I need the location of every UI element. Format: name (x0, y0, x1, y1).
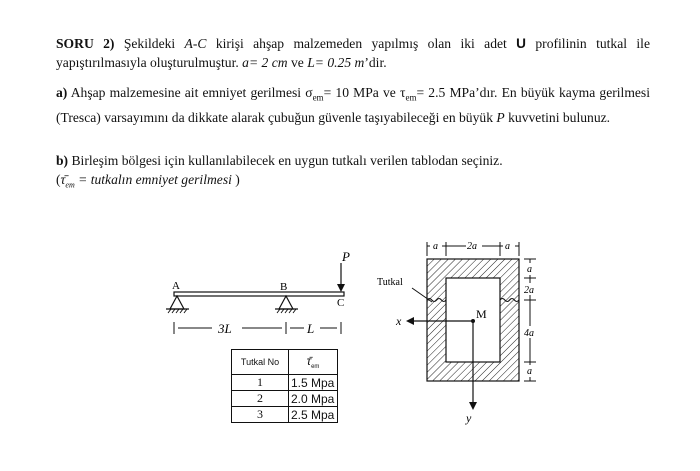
dim-top-a-right: a (505, 241, 510, 252)
dim-right-a-bottom: a (527, 366, 532, 377)
part-b-label: b) (56, 153, 69, 168)
x-axis-arrow (406, 317, 414, 325)
part-a-label: a) (56, 85, 68, 100)
point-B-label: B (280, 281, 288, 293)
given-L: L= 0.25 m (307, 55, 365, 70)
dim-right-4a: 4a (524, 328, 534, 339)
glue-note: = tutkalın emniyet gerilmesi (74, 172, 232, 187)
table-row: 3 2.5 Mpa (232, 407, 338, 423)
right-dimension (524, 259, 536, 381)
span-dimension (174, 322, 341, 334)
glue-label: Tutkal (377, 277, 403, 288)
profile-letter: U (516, 36, 526, 51)
span-L-label: L (307, 321, 315, 336)
table-row: 2 2.0 Mpa (232, 391, 338, 407)
centroid-label: M (476, 307, 487, 321)
dim-top-2a: 2a (467, 241, 477, 252)
given-a: a= 2 cm (242, 55, 288, 70)
span-3L-label: 3L (218, 321, 232, 336)
glue-table-header (232, 350, 338, 375)
load-label: P (342, 249, 350, 264)
dim-right-a-top: a (527, 264, 532, 275)
load-arrow-head (337, 284, 345, 292)
centroid-point (471, 319, 475, 323)
section-figure (377, 240, 538, 425)
table-row: 1 1.5 Mpa (232, 375, 338, 391)
pin-support-B (275, 296, 298, 313)
header-tau: $\taū_{em}$ (289, 350, 338, 375)
dim-top-a-left: a (433, 241, 438, 252)
question-number: SORU 2) (56, 36, 115, 51)
pin-support-A (166, 296, 189, 313)
y-axis-arrow (469, 402, 477, 410)
beam-name: A-C (184, 36, 207, 51)
header-no: Tutkal No (232, 350, 289, 375)
question-intro: SORU 2) Şekildeki A-C kirişi ahşap malzemeden yapılmış olan iki adet U profilinin tutkal ile yapıştırılmasıyla oluşturulmuştur. a= 2 cm ve L= 0.25 m’dir. (56, 36, 650, 70)
part-a-text: a) Ahşap malzemesine ait emniyet gerilmesi $\sigma_{em}= 10$ MPa ve $\tau_{em}= 2.5$ MPa’dır. En büyük kayma gerilmesi (Tresca) varsayımını da dikkate alarak çubuğun güvenle taşıyabileceği en büyük P kuvvetini bulunuz. (56, 85, 650, 125)
beam (174, 292, 344, 296)
y-axis-label: y (466, 411, 472, 425)
part-b-text: b) Birleşim bölgesi için kullanılabilecek en uygun tutkalı verilen tablodan seçiniz. ($\taū_{em}$ = tutkalın emniyet gerilmesi ) (56, 153, 503, 190)
beam-figure (166, 249, 350, 336)
point-A-label: A (172, 280, 180, 292)
x-axis-label: x (396, 314, 402, 328)
glue-table (231, 349, 338, 423)
point-C-label: C (337, 297, 345, 309)
dim-right-2a: 2a (524, 285, 534, 296)
